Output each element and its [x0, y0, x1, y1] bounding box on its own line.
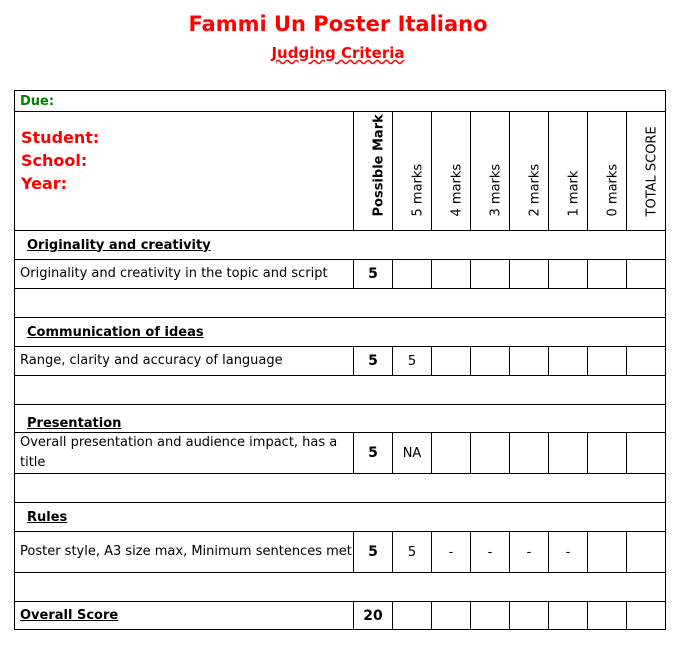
score-1-mark: [549, 347, 588, 376]
section-heading: Presentation: [15, 405, 666, 433]
student-label: Student:: [21, 128, 100, 147]
score-5-marks: 5: [393, 347, 432, 376]
col-header-possible-mark: Possible Mark: [354, 112, 393, 231]
criterion-text: Originality and creativity in the topic and script: [15, 260, 354, 289]
spacer-cell: [15, 474, 666, 503]
section-heading: Rules: [15, 503, 666, 532]
due-label: Due:: [15, 91, 666, 112]
spacer-row: [15, 376, 666, 405]
score-0-marks: [588, 347, 627, 376]
section-heading: Originality and creativity: [15, 231, 666, 260]
spacer-row: [15, 474, 666, 503]
school-label: School:: [21, 151, 88, 170]
score-2-marks: [510, 347, 549, 376]
score-0-marks: [588, 433, 627, 474]
score-0-marks: [588, 260, 627, 289]
overall-empty-cell: [432, 602, 471, 630]
possible-mark: 5: [354, 347, 393, 376]
score-1-mark: [549, 433, 588, 474]
score-4-marks: -: [432, 532, 471, 573]
section-heading-row: [15, 405, 666, 433]
col-header-total-score: TOTAL SCORE: [627, 112, 666, 231]
col-header-0-marks: 0 marks: [588, 112, 627, 231]
score-3-marks: [471, 347, 510, 376]
col-header-5-marks: 5 marks: [393, 112, 432, 231]
criterion-text: Overall presentation and audience impact, has a title: [15, 433, 354, 474]
student-info-cell: [15, 112, 354, 231]
col-header-4-marks: 4 marks: [432, 112, 471, 231]
overall-empty-cell: [588, 602, 627, 630]
spacer-row: [15, 573, 666, 602]
score-total: [627, 260, 666, 289]
overall-empty-cell: [471, 602, 510, 630]
year-label: Year:: [21, 174, 68, 193]
col-header-2-marks: 2 marks: [510, 112, 549, 231]
criterion-row: [15, 347, 666, 376]
criterion-row: [15, 532, 666, 573]
score-4-marks: [432, 260, 471, 289]
score-4-marks: [432, 433, 471, 474]
score-3-marks: -: [471, 532, 510, 573]
overall-empty-cell: [510, 602, 549, 630]
page-subtitle: Judging Criteria: [271, 44, 405, 62]
overall-empty-cell: [549, 602, 588, 630]
score-4-marks: [432, 347, 471, 376]
score-5-marks: 5: [393, 532, 432, 573]
score-total: [627, 532, 666, 573]
criterion-text: Range, clarity and accuracy of language: [15, 347, 354, 376]
spacer-cell: [15, 376, 666, 405]
col-header-1-mark: 1 mark: [549, 112, 588, 231]
score-0-marks: [588, 532, 627, 573]
score-total: [627, 433, 666, 474]
score-1-mark: [549, 260, 588, 289]
score-total: [627, 347, 666, 376]
score-2-marks: [510, 433, 549, 474]
possible-mark: 5: [354, 433, 393, 474]
due-row: [15, 91, 666, 112]
section-heading-row: [15, 231, 666, 260]
col-header-3-marks: 3 marks: [471, 112, 510, 231]
possible-mark: 5: [354, 260, 393, 289]
section-heading-row: [15, 503, 666, 532]
possible-mark: 5: [354, 532, 393, 573]
score-2-marks: -: [510, 532, 549, 573]
score-5-marks: [393, 260, 432, 289]
spacer-row: [15, 289, 666, 318]
overall-row: [15, 602, 666, 630]
score-3-marks: [471, 433, 510, 474]
score-5-marks: NA: [393, 433, 432, 474]
section-heading: Communication of ideas: [15, 318, 666, 347]
overall-empty-cell: [393, 602, 432, 630]
overall-score-label: Overall Score: [15, 602, 354, 630]
criterion-row: [15, 433, 666, 474]
score-2-marks: [510, 260, 549, 289]
page-title: Fammi Un Poster Italiano: [188, 12, 488, 36]
section-heading-row: [15, 318, 666, 347]
judging-table: [14, 90, 666, 630]
spacer-cell: [15, 289, 666, 318]
criterion-text: Poster style, A3 size max, Minimum sentences met: [15, 532, 354, 573]
spacer-cell: [15, 573, 666, 602]
score-1-mark: -: [549, 532, 588, 573]
overall-total-score: [627, 602, 666, 630]
overall-possible-total: 20: [354, 602, 393, 630]
criterion-row: [15, 260, 666, 289]
header-row: [15, 112, 666, 231]
score-3-marks: [471, 260, 510, 289]
